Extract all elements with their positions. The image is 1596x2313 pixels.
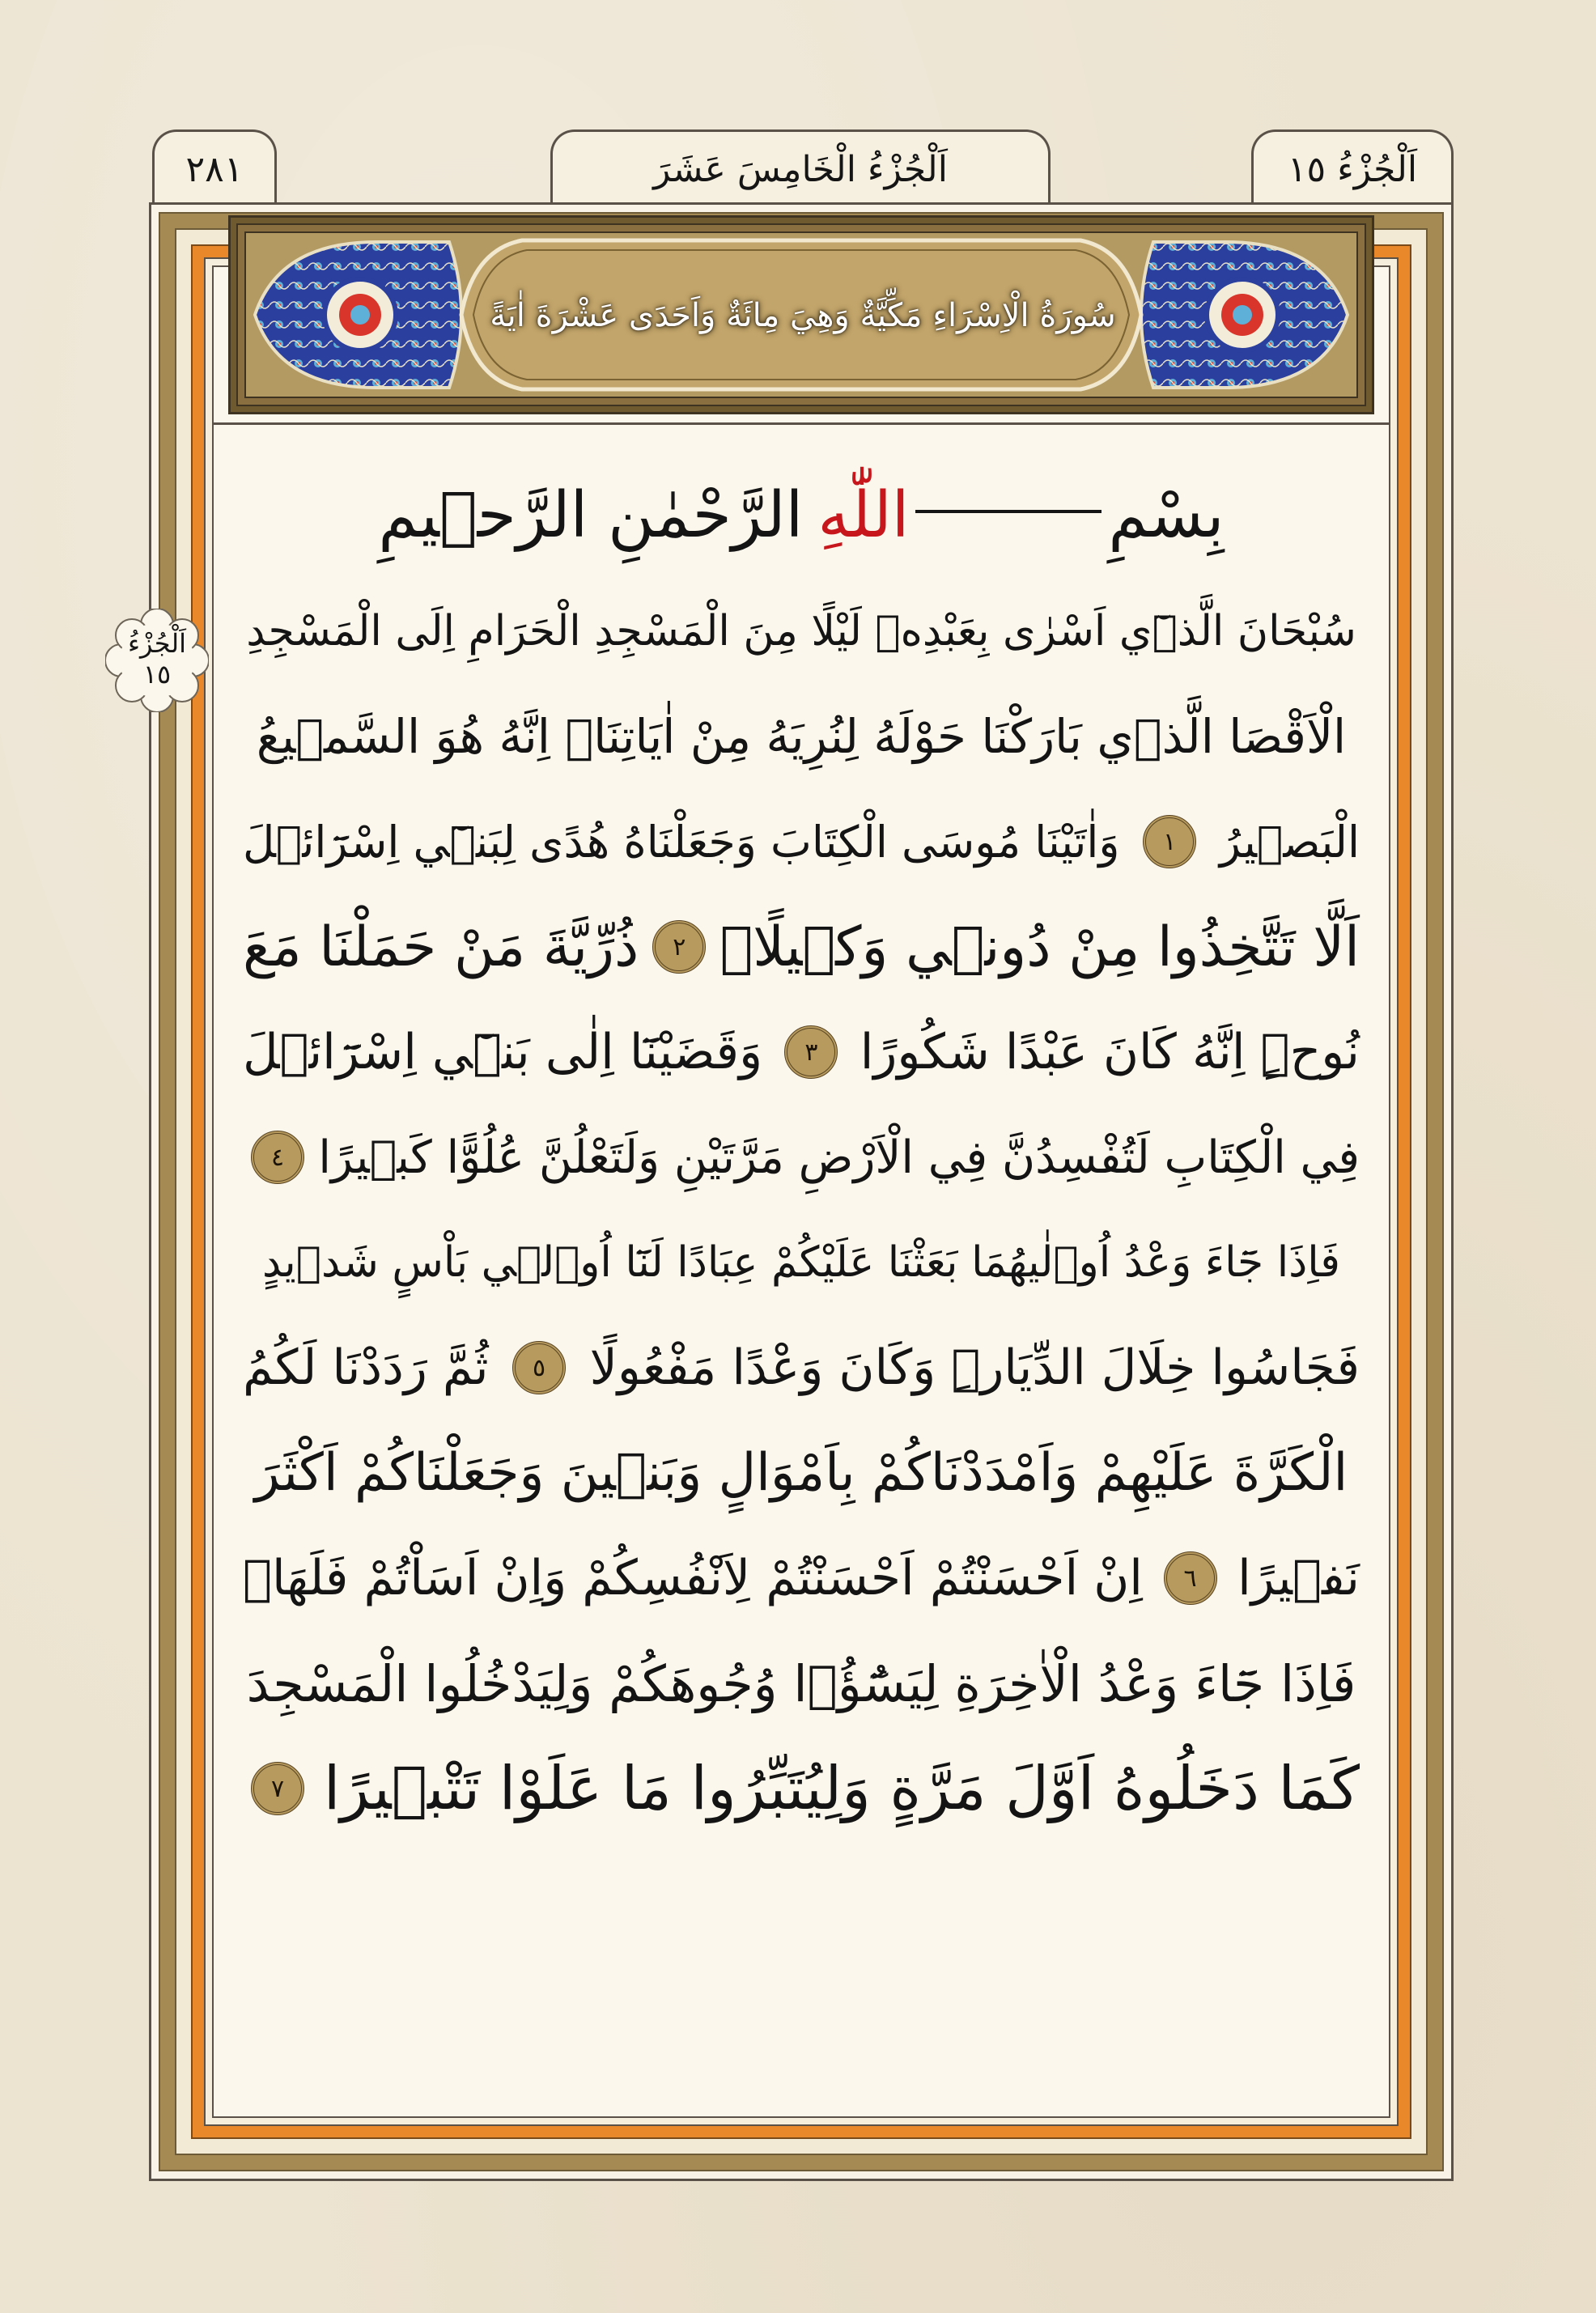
line-text: الْبَص۪يرُ (1219, 816, 1360, 868)
line-text: نُوحٍۜ اِنَّهُ كَانَ عَبْدًا شَكُورًا (860, 1024, 1360, 1080)
text-line-9 (243, 1424, 1360, 1521)
text-line-11 (243, 1635, 1360, 1732)
basmala-kashida (915, 510, 1101, 513)
text-line-5 (243, 1004, 1360, 1101)
ayah-marker: ٦ (1164, 1551, 1217, 1605)
margin-juz-badge (105, 609, 209, 712)
line-text: ذُرِّيَّةَ مَنْ حَمَلْنَا مَعَ (243, 915, 639, 979)
line-text: الْكَرَّةَ عَلَيْهِمْ وَاَمْدَدْنَاكُمْ بِاَمْوَالٍ وَبَن۪ينَ وَجَعَلْنَاكُمْ اَكْثَرَ (254, 1443, 1348, 1503)
line-text: اَلَّا تَتَّخِذُوا مِنْ دُون۪ي وَك۪يلًاۜ (719, 915, 1360, 979)
line-text: فِي الْكِتَابِ لَتُفْسِدُنَّ فِي الْاَرْضِ مَرَّتَيْنِ وَلَتَعْلُنَّ عُلُوًّا كَب۪يرًا (318, 1131, 1360, 1184)
margin-juz-label: اَلْجُزْءُ (128, 628, 186, 659)
line-text: فَجَاسُوا خِلَالَ الدِّيَارِۜ وَكَانَ وَعْدًا مَفْعُولًا (589, 1339, 1360, 1396)
ayah-marker: ٣ (784, 1025, 838, 1079)
basmala-allah: اللّٰهِ (817, 479, 910, 552)
banner-divider (212, 422, 1390, 425)
surah-title-area (465, 232, 1140, 399)
line-text: الْاَقْصَا الَّذ۪ي بَارَكْنَا حَوْلَهُ لِنُرِيَهُ مِنْ اٰيَاتِنَاۜ اِنَّهُ هُوَ السَّم۪يعُ (256, 709, 1347, 764)
basmala (243, 463, 1360, 568)
text-line-10 (243, 1530, 1360, 1627)
text-line-2 (243, 688, 1360, 785)
ayah-marker: ١ (1143, 815, 1196, 868)
margin-juz-number: ١٥ (142, 659, 172, 690)
text-line-4 (243, 898, 1360, 995)
line-text: وَقَضَيْنَٓا اِلٰى بَن۪ٓي اِسْرَٓائ۪لَ (243, 1024, 763, 1080)
page-number: ٢٨١ (152, 129, 277, 206)
line-text: كَمَا دَخَلُوهُ اَوَّلَ مَرَّةٍ وَلِيُتَبِّرُوا مَا عَلَوْا تَتْب۪يرًا (323, 1754, 1360, 1823)
basmala-bism: بِسْمِ (1108, 479, 1225, 552)
ayah-marker: ٧ (251, 1762, 304, 1815)
text-line-3 (243, 793, 1360, 890)
text-line-12 (243, 1740, 1360, 1837)
ayah-marker: ٤ (251, 1131, 304, 1184)
ayah-marker: ٥ (512, 1341, 566, 1394)
line-text: نَف۪يرًا (1237, 1550, 1360, 1606)
text-line-6 (243, 1109, 1360, 1206)
ayah-marker: ٢ (652, 920, 706, 974)
line-text: اِنْ اَحْسَنْتُمْ اَحْسَنْتُمْ لِاَنْفُسِكُمْ وَاِنْ اَسَاْتُمْ فَلَهَاۜ (243, 1550, 1143, 1606)
surah-banner (228, 215, 1374, 414)
surah-title: سُورَةُ الْاِسْرَاءِ مَكِّيَّةٌ وَهِيَ مِائَةٌ وَاَحَدَى عَشْرَةَ اٰيَةً (490, 297, 1116, 334)
line-text: وَاٰتَيْنَا مُوسَى الْكِتَابَ وَجَعَلْنَاهُ هُدًى لِبَن۪ٓي اِسْرَٓائ۪لَ (243, 816, 1120, 868)
juz-title: اَلْجُزْءُ الْخَامِسَ عَشَرَ (550, 129, 1051, 206)
text-line-7 (243, 1214, 1360, 1311)
line-text: فَاِذَا جَٓاءَ وَعْدُ اُو۫لٰيهُمَا بَعَثْنَا عَلَيْكُمْ عِبَادًا لَنَٓا اُو۬ل۪ي بَاْسٍ شَد۪يدٍ (261, 1238, 1341, 1287)
line-text: ثُمَّ رَدَدْنَا لَكُمُ (243, 1339, 489, 1396)
text-line-8 (243, 1319, 1360, 1416)
basmala-rahman-rahim: الرَّحْمٰنِ الرَّح۪يمِ (378, 479, 804, 552)
line-text: فَاِذَا جَٓاءَ وَعْدُ الْاٰخِرَةِ لِيَسُٓؤُ۫ا وُجُوهَكُمْ وَلِيَدْخُلُوا الْمَسْجِدَ (246, 1653, 1356, 1713)
juz-number-label: اَلْجُزْءُ ١٥ (1251, 129, 1454, 206)
text-line-1 (243, 583, 1360, 680)
line-text: سُبْحَانَ الَّذ۪ٓي اَسْرٰى بِعَبْدِه۪ لَيْلًا مِنَ الْمَسْجِدِ الْحَرَامِ اِلَى الْمَسْجِدِ (246, 607, 1356, 656)
